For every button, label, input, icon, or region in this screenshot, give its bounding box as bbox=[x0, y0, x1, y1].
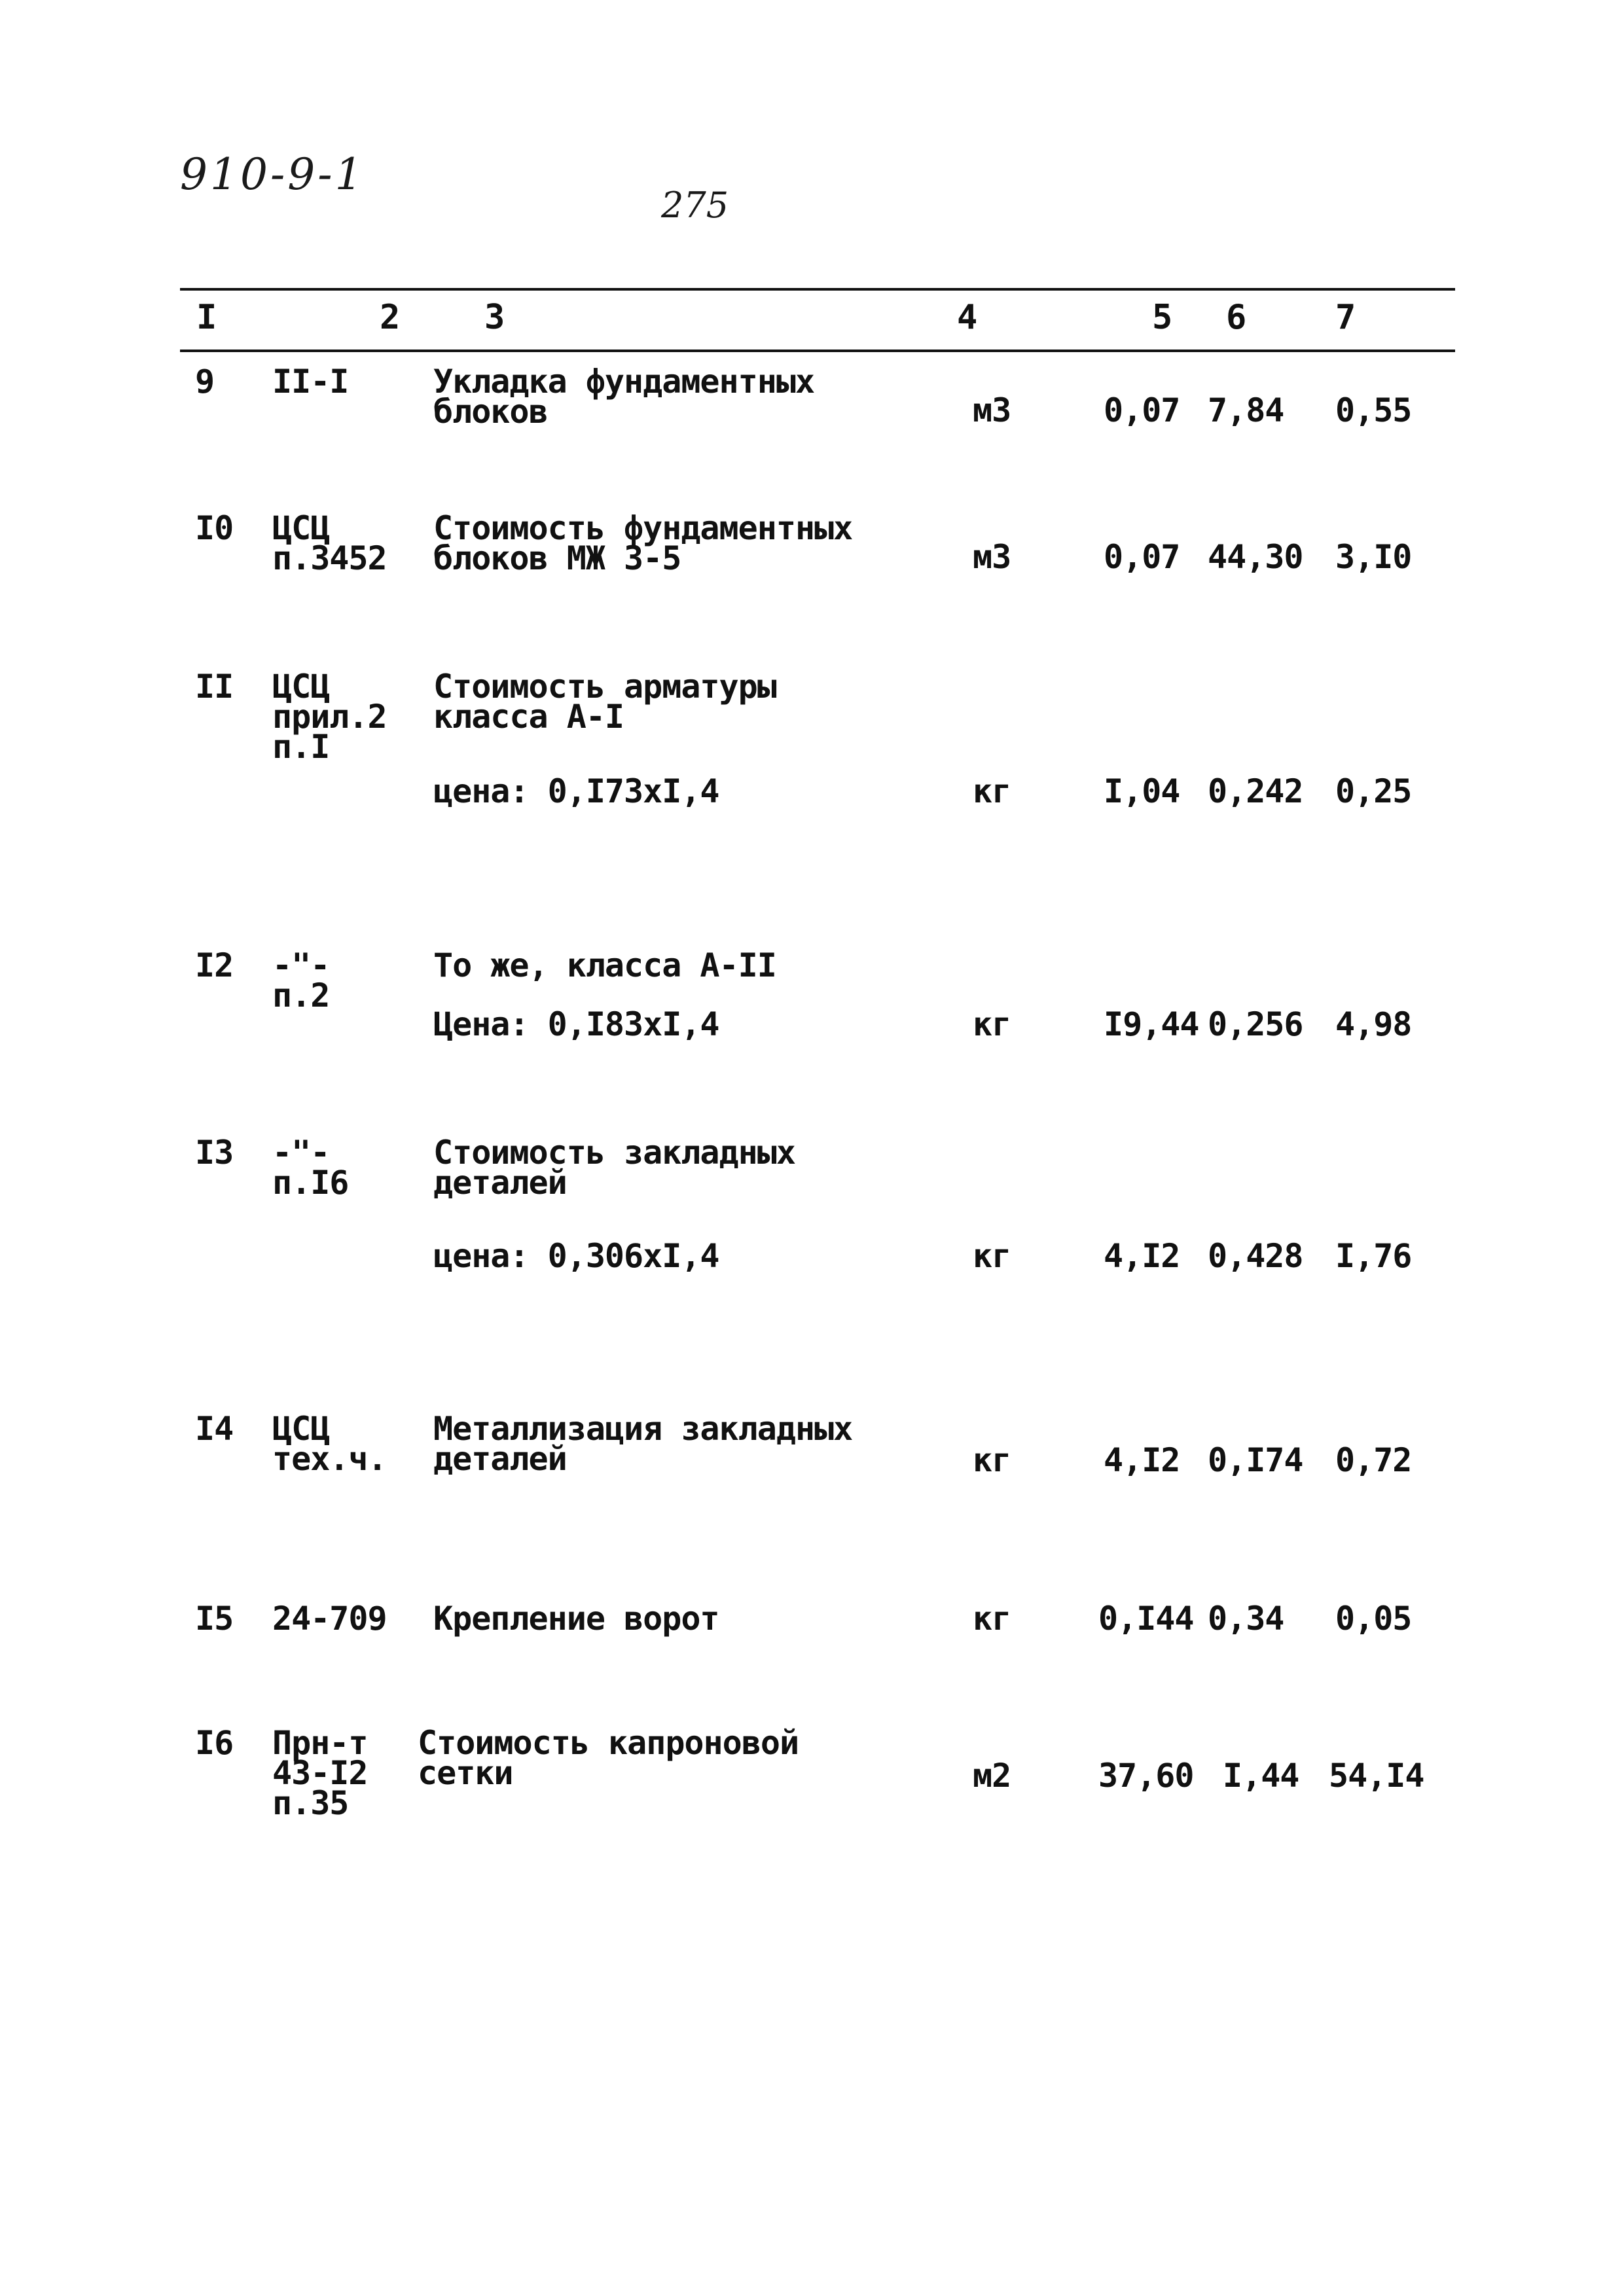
row-unit: кг bbox=[973, 1005, 1011, 1043]
row-description: сетки bbox=[418, 1754, 513, 1792]
row-price: I,44 bbox=[1223, 1757, 1299, 1795]
row-reference: прил.2 bbox=[272, 698, 387, 736]
row-number: 9 bbox=[195, 363, 215, 401]
row-reference: п.35 bbox=[272, 1784, 349, 1822]
row-unit: кг bbox=[973, 1600, 1011, 1638]
row-number: I5 bbox=[195, 1600, 234, 1638]
row-reference: 43-I2 bbox=[272, 1754, 368, 1792]
row-price-formula: цена: 0,306хI,4 bbox=[433, 1237, 719, 1275]
header-col-7: 7 bbox=[1335, 298, 1356, 337]
row-total: I,76 bbox=[1335, 1237, 1412, 1275]
row-quantity: 0,07 bbox=[1104, 538, 1180, 576]
row-unit: м2 bbox=[973, 1757, 1011, 1795]
row-quantity: 4,I2 bbox=[1104, 1237, 1180, 1275]
row-unit: кг bbox=[973, 1441, 1011, 1479]
row-price: 0,I74 bbox=[1208, 1441, 1303, 1479]
row-description: блоков МЖ 3-5 bbox=[433, 539, 681, 577]
row-reference: II-I bbox=[272, 363, 349, 401]
header-col-4: 4 bbox=[957, 298, 977, 337]
header-col-5: 5 bbox=[1152, 298, 1172, 337]
row-price: 0,428 bbox=[1208, 1237, 1303, 1275]
row-quantity: I9,44 bbox=[1104, 1005, 1199, 1043]
document-code: 910-9-1 bbox=[180, 149, 365, 200]
row-reference: п.I6 bbox=[272, 1164, 349, 1202]
row-number: I6 bbox=[195, 1724, 234, 1762]
header-col-2: 2 bbox=[380, 298, 400, 337]
row-price: 0,256 bbox=[1208, 1005, 1303, 1043]
row-number: I3 bbox=[195, 1134, 234, 1172]
row-description: То же, класса А-II bbox=[433, 946, 776, 984]
row-number: I0 bbox=[195, 509, 234, 547]
row-quantity: 0,I44 bbox=[1098, 1600, 1194, 1638]
header-col-3: 3 bbox=[484, 298, 505, 337]
row-number: I2 bbox=[195, 946, 234, 984]
row-description: Стоимость капроновой bbox=[418, 1724, 799, 1762]
row-total: 54,I4 bbox=[1329, 1757, 1424, 1795]
row-reference: 24-709 bbox=[272, 1600, 387, 1638]
row-total: 4,98 bbox=[1335, 1005, 1412, 1043]
row-price: 0,34 bbox=[1208, 1600, 1284, 1638]
row-unit: м3 bbox=[973, 391, 1011, 429]
row-total: 0,05 bbox=[1335, 1600, 1412, 1638]
row-reference: п.I bbox=[272, 728, 330, 766]
row-price-formula: Цена: 0,I83хI,4 bbox=[433, 1005, 719, 1043]
row-price-formula: цена: 0,I73хI,4 bbox=[433, 772, 719, 810]
row-price: 7,84 bbox=[1208, 391, 1284, 429]
row-total: 0,72 bbox=[1335, 1441, 1412, 1479]
row-number: II bbox=[195, 668, 234, 706]
row-description: класса А-I bbox=[433, 698, 624, 736]
row-reference: тех.ч. bbox=[272, 1440, 387, 1478]
row-reference: ЦСЦ bbox=[272, 1410, 330, 1448]
row-reference: ЦСЦ bbox=[272, 668, 330, 706]
row-quantity: 4,I2 bbox=[1104, 1441, 1180, 1479]
row-description: Металлизация закладных bbox=[433, 1410, 853, 1448]
row-reference: п.2 bbox=[272, 977, 330, 1014]
row-number: I4 bbox=[195, 1410, 234, 1448]
row-description: Стоимость арматуры bbox=[433, 668, 776, 706]
row-total: 0,55 bbox=[1335, 391, 1412, 429]
row-description: блоков bbox=[433, 393, 548, 431]
row-description: Стоимость закладных bbox=[433, 1134, 795, 1172]
row-quantity: 37,60 bbox=[1098, 1757, 1194, 1795]
row-reference: ЦСЦ bbox=[272, 509, 330, 547]
row-description: Укладка фундаментных bbox=[433, 363, 815, 401]
row-reference: -"- bbox=[272, 1134, 330, 1172]
header-bottom-rule bbox=[180, 350, 1455, 352]
table-top-rule bbox=[180, 288, 1455, 291]
row-description: деталей bbox=[433, 1164, 567, 1202]
row-description: Стоимость фундаментных bbox=[433, 509, 853, 547]
row-description: деталей bbox=[433, 1440, 567, 1478]
row-quantity: I,04 bbox=[1104, 772, 1180, 810]
row-total: 3,I0 bbox=[1335, 538, 1412, 576]
row-unit: м3 bbox=[973, 538, 1011, 576]
row-reference: -"- bbox=[272, 946, 330, 984]
row-description: Крепление ворот bbox=[433, 1600, 719, 1638]
row-reference: п.3452 bbox=[272, 539, 387, 577]
row-reference: Прн-т bbox=[272, 1724, 368, 1762]
row-unit: кг bbox=[973, 772, 1011, 810]
row-price: 44,30 bbox=[1208, 538, 1303, 576]
header-col-6: 6 bbox=[1226, 298, 1246, 337]
header-col-1: I bbox=[196, 298, 217, 337]
row-unit: кг bbox=[973, 1237, 1011, 1275]
row-price: 0,242 bbox=[1208, 772, 1303, 810]
page-number: 275 bbox=[661, 185, 729, 226]
row-quantity: 0,07 bbox=[1104, 391, 1180, 429]
row-total: 0,25 bbox=[1335, 772, 1412, 810]
